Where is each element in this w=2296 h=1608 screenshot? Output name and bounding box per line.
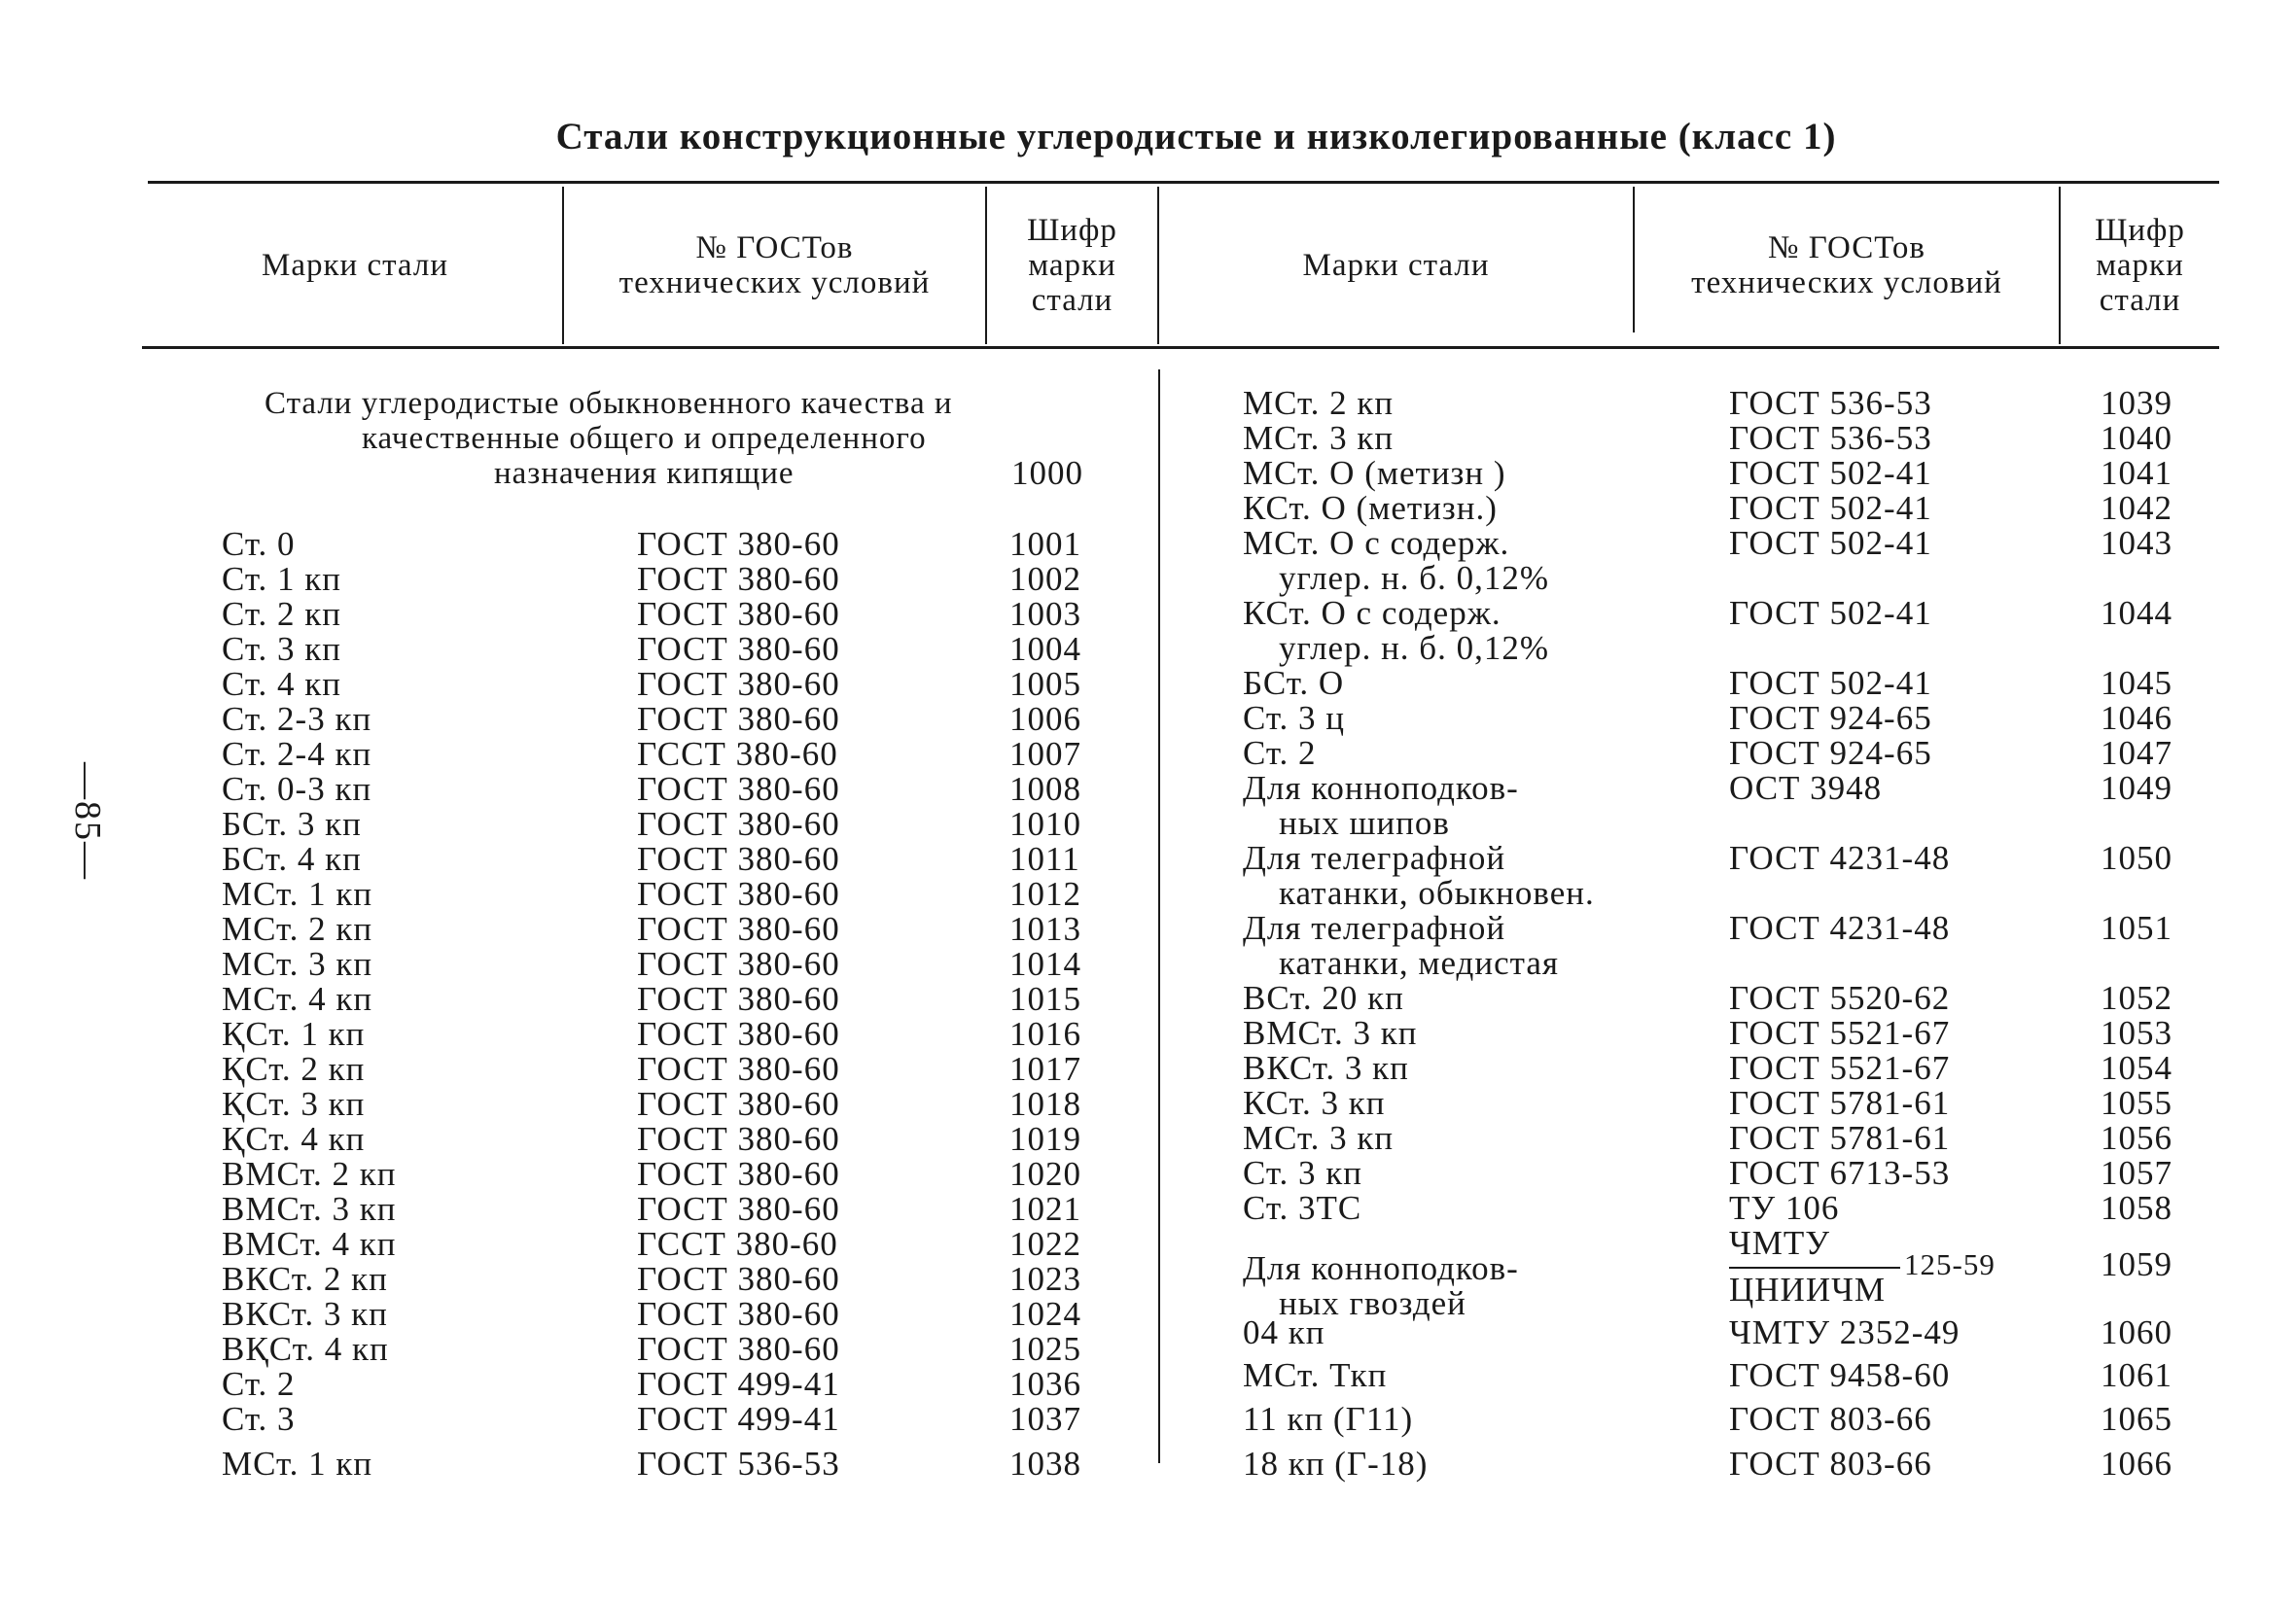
left-grade-cell: Ст. 0 — [222, 525, 296, 563]
right-code-cell: 1040 — [2101, 419, 2172, 457]
right-gost-cell: ГОСТ 502-41 — [1729, 594, 1932, 632]
right-gost-cell: ОСТ 3948 — [1729, 769, 1883, 807]
left-grade-cell: Ст. 4 кп — [222, 665, 342, 703]
left-gost-cell: ГОСТ 380-60 — [637, 1190, 840, 1228]
left-gost-cell: ГОСТ 380-60 — [637, 770, 840, 808]
left-gost-cell: ГОСТ 380-60 — [637, 875, 840, 913]
left-grade-cell: Ст. 2 кп — [222, 595, 342, 633]
left-grade-cell: Ст. 2 — [222, 1365, 296, 1403]
right-grade-cell-cont: углер. н. б. 0,12% — [1279, 629, 1550, 667]
left-grade-cell: ВМСт. 3 кп — [222, 1190, 397, 1228]
right-code-cell: 1045 — [2101, 664, 2172, 702]
right-gost-cell: ГОСТ 4231-48 — [1729, 839, 1951, 877]
left-grade-cell: Ст. 0-3 кп — [222, 770, 372, 808]
right-gost-cell: ГОСТ 5521-67 — [1729, 1014, 1951, 1052]
right-grade-cell: Ст. 3 кп — [1243, 1154, 1363, 1192]
left-gost-cell: ГОСТ 380-60 — [637, 1260, 840, 1298]
left-gost-cell: ГОСТ 380-60 — [637, 805, 840, 843]
left-code-cell: 1004 — [1009, 630, 1081, 668]
right-gost-cell: ГОСТ 924-65 — [1729, 699, 1932, 737]
right-code-cell: 1060 — [2101, 1313, 2172, 1351]
right-grade-cell: КСт. О (метизн.) — [1243, 489, 1498, 527]
header-right-gost: № ГОСТов технических условий — [1691, 230, 2002, 300]
right-grade-cell: КСт. О с содерж. — [1243, 594, 1501, 632]
right-grade-cell: ВКСт. 3 кп — [1243, 1049, 1409, 1087]
left-code-cell: 1019 — [1009, 1120, 1081, 1158]
left-grade-cell: Ст. 1 кп — [222, 560, 342, 598]
left-grade-cell: ҚСт. 3 кп — [222, 1085, 366, 1123]
header-left-grade: Марки стали — [262, 248, 448, 283]
group-heading-line-2: качественные общего и определенного — [362, 421, 927, 456]
left-code-cell: 1006 — [1009, 700, 1081, 738]
group-heading-line-3: назначения кипящие — [494, 456, 795, 491]
left-grade-cell: ВМСт. 4 кп — [222, 1225, 397, 1263]
left-grade-cell: МСт. 1 кп — [222, 875, 373, 913]
left-code-cell: 1022 — [1009, 1225, 1081, 1263]
left-grade-cell: Ст. 3 — [222, 1400, 296, 1438]
header-right-grade: Марки стали — [1302, 248, 1490, 283]
left-code-cell: 1016 — [1009, 1015, 1081, 1053]
right-grade-cell-cont: катанки, медистая — [1279, 944, 1559, 982]
right-gost-cell: ГОСТ 924-65 — [1729, 734, 1932, 772]
right-grade-cell: МСт. 3 кп — [1243, 419, 1395, 457]
left-code-cell: 1011 — [1009, 840, 1080, 878]
right-grade-cell: КСт. 3 кп — [1243, 1084, 1386, 1122]
right-gost-cell: ГОСТ 502-41 — [1729, 524, 1932, 562]
left-grade-cell: Ст. 2-3 кп — [222, 700, 372, 738]
left-code-cell: 1012 — [1009, 875, 1081, 913]
right-code-cell: 1055 — [2101, 1084, 2172, 1122]
left-grade-cell: ВМСт. 2 кп — [222, 1155, 397, 1193]
header-left-gost: № ГОСТов технических условий — [618, 230, 931, 300]
left-code-cell: 1017 — [1009, 1050, 1081, 1088]
right-grade-cell: БСт. О — [1243, 664, 1345, 702]
right-grade-cell: Для телеграфной — [1243, 909, 1506, 947]
left-grade-cell: МСт. 2 кп — [222, 910, 373, 948]
right-code-cell: 1049 — [2101, 769, 2172, 807]
right-gost-cell: ГОСТ 5781-61 — [1729, 1119, 1951, 1157]
left-gost-cell: ГОСТ 380-60 — [637, 1120, 840, 1158]
left-code-cell: 1037 — [1009, 1400, 1081, 1438]
header-right-code: Щифр марки стали — [2095, 213, 2185, 318]
right-grade-cell: Ст. 2 — [1243, 734, 1317, 772]
right-code-cell: 1044 — [2101, 594, 2172, 632]
group-heading-code: 1000 — [1011, 454, 1083, 492]
right-code-cell: 1043 — [2101, 524, 2172, 562]
left-grade-cell: МСт. 1 кп — [222, 1445, 373, 1483]
right-grade-cell: 11 кп (Г11) — [1243, 1400, 1414, 1438]
left-code-cell: 1018 — [1009, 1085, 1081, 1123]
left-grade-cell: МСт. 4 кп — [222, 980, 373, 1018]
left-gost-cell: ГОСТ 380-60 — [637, 1015, 840, 1053]
left-gost-cell: ГОСТ 536-53 — [637, 1445, 840, 1483]
right-code-cell: 1058 — [2101, 1189, 2172, 1227]
left-code-cell: 1021 — [1009, 1190, 1081, 1228]
right-gost-cell: ГОСТ 803-66 — [1729, 1445, 1932, 1483]
right-gost-cell: ГОСТ 803-66 — [1729, 1400, 1932, 1438]
right-code-cell: 1047 — [2101, 734, 2172, 772]
right-code-cell: 1059 — [2101, 1245, 2172, 1283]
header-left-code: Шифр марки стали — [1027, 213, 1117, 318]
right-grade-cell: МСт. О с содерж. — [1243, 524, 1510, 562]
left-gost-cell: ГОСТ 499-41 — [637, 1365, 840, 1403]
left-code-cell: 1007 — [1009, 735, 1081, 773]
left-gost-cell: ГССТ 380-60 — [637, 1225, 838, 1263]
left-code-cell: 1020 — [1009, 1155, 1081, 1193]
right-gost-cell: ГОСТ 6713-53 — [1729, 1154, 1951, 1192]
right-grade-cell-cont: ных гвоздей — [1279, 1284, 1466, 1322]
right-grade-cell: Для коннoподков- — [1243, 769, 1519, 807]
left-code-cell: 1001 — [1009, 525, 1081, 563]
left-code-cell: 1015 — [1009, 980, 1081, 1018]
right-grade-cell: Ст. 3 ц — [1243, 699, 1346, 737]
right-code-cell: 1051 — [2101, 909, 2172, 947]
left-gost-cell: ГОСТ 380-60 — [637, 910, 840, 948]
right-code-cell: 1041 — [2101, 454, 2172, 492]
left-gost-cell: ГОСТ 380-60 — [637, 700, 840, 738]
left-grade-cell: Ст. 3 кп — [222, 630, 342, 668]
left-gost-cell: ГОСТ 380-60 — [637, 1155, 840, 1193]
left-gost-cell: ГОСТ 380-60 — [637, 525, 840, 563]
page-number — [49, 758, 126, 885]
left-gost-cell: ГОСТ 380-60 — [637, 665, 840, 703]
right-code-cell: 1042 — [2101, 489, 2172, 527]
left-grade-cell: БСт. 4 кп — [222, 840, 362, 878]
left-code-cell: 1023 — [1009, 1260, 1081, 1298]
right-code-cell: 1052 — [2101, 979, 2172, 1017]
right-gost-cell: ГОСТ 536-53 — [1729, 384, 1932, 422]
page-number-text: —85— — [67, 762, 108, 881]
table-top-rule — [148, 181, 2219, 184]
right-gost-cell: ГОСТ 502-41 — [1729, 454, 1932, 492]
left-gost-cell: ГОСТ 499-41 — [637, 1400, 840, 1438]
right-grade-cell: ВСт. 20 кп — [1243, 979, 1404, 1017]
left-code-cell: 1013 — [1009, 910, 1081, 948]
right-code-cell: 1050 — [2101, 839, 2172, 877]
right-grade-cell: МСт. 3 кп — [1243, 1119, 1395, 1157]
right-gost-cell: ГОСТ 4231-48 — [1729, 909, 1951, 947]
right-code-cell: 1065 — [2101, 1400, 2172, 1438]
left-gost-cell: ГОСТ 380-60 — [637, 980, 840, 1018]
left-code-cell: 1002 — [1009, 560, 1081, 598]
right-grade-cell: Для телеграфной — [1243, 839, 1506, 877]
left-code-cell: 1010 — [1009, 805, 1081, 843]
right-gost-cell: ЧМТУ 2352-49 — [1729, 1313, 1960, 1351]
left-code-cell: 1005 — [1009, 665, 1081, 703]
page-title: Стали конструкционные углеродистые и низколегированные (класс 1) — [555, 116, 1837, 157]
right-gost-cell: ГОСТ 5781-61 — [1729, 1084, 1951, 1122]
right-grade-cell-cont: катанки, обыкновен. — [1279, 874, 1595, 912]
right-code-cell: 1054 — [2101, 1049, 2172, 1087]
left-gost-cell: ГОСТ 380-60 — [637, 1295, 840, 1333]
right-code-cell: 1039 — [2101, 384, 2172, 422]
right-code-cell: 1066 — [2101, 1445, 2172, 1483]
right-grade-cell: Для коннoподков- — [1243, 1249, 1519, 1287]
left-gost-cell: ГОСТ 380-60 — [637, 630, 840, 668]
table-header-rule — [142, 346, 2219, 349]
right-grade-cell: ВМСт. 3 кп — [1243, 1014, 1418, 1052]
right-grade-cell: МСт. О (метизн ) — [1243, 454, 1506, 492]
right-code-cell: 1061 — [2101, 1356, 2172, 1394]
right-code-cell: 1056 — [2101, 1119, 2172, 1157]
left-grade-cell: ВКСт. 2 кп — [222, 1260, 388, 1298]
right-code-cell: 1053 — [2101, 1014, 2172, 1052]
left-grade-cell: ҚСт. 1 кп — [222, 1015, 366, 1053]
left-grade-cell: МСт. 3 кп — [222, 945, 373, 983]
left-grade-cell: ҚСт. 4 кп — [222, 1120, 366, 1158]
left-gost-cell: ГССТ 380-60 — [637, 735, 838, 773]
left-code-cell: 1024 — [1009, 1295, 1081, 1333]
right-gost-cell: ГОСТ 5521-67 — [1729, 1049, 1951, 1087]
left-gost-cell: ГОСТ 380-60 — [637, 1085, 840, 1123]
gost-fraction-numerator: ЧМТУ — [1729, 1224, 1831, 1262]
right-grade-cell: 18 кп (Г-18) — [1243, 1445, 1429, 1483]
right-code-cell: 1057 — [2101, 1154, 2172, 1192]
right-gost-cell: ГОСТ 5520-62 — [1729, 979, 1951, 1017]
gost-fraction-bar — [1729, 1267, 1900, 1269]
group-heading-line-1: Стали углеродистые обыкновенного качества и — [265, 386, 953, 421]
left-grade-cell: БСт. 3 кп — [222, 805, 362, 843]
left-grade-cell: ҚСт. 2 кп — [222, 1050, 366, 1088]
gost-fraction-denominator: ЦНИИЧМ — [1729, 1271, 1886, 1309]
right-grade-cell: Ст. 3ТС — [1243, 1189, 1362, 1227]
left-grade-cell: ВҚСт. 4 кп — [222, 1330, 389, 1368]
right-gost-cell: ТУ 106 — [1729, 1189, 1840, 1227]
left-code-cell: 1038 — [1009, 1445, 1081, 1483]
left-code-cell: 1014 — [1009, 945, 1081, 983]
left-code-cell: 1025 — [1009, 1330, 1081, 1368]
body-center-divider — [1158, 369, 1160, 1463]
left-grade-cell: ВКСт. 3 кп — [222, 1295, 388, 1333]
left-gost-cell: ГОСТ 380-60 — [637, 945, 840, 983]
gost-fraction-suffix: 125-59 — [1904, 1247, 1996, 1281]
left-gost-cell: ГОСТ 380-60 — [637, 1050, 840, 1088]
right-code-cell: 1046 — [2101, 699, 2172, 737]
right-gost-cell: ГОСТ 536-53 — [1729, 419, 1932, 457]
left-code-cell: 1008 — [1009, 770, 1081, 808]
left-gost-cell: ГОСТ 380-60 — [637, 560, 840, 598]
left-gost-cell: ГОСТ 380-60 — [637, 595, 840, 633]
right-grade-cell: МСт. Ткп — [1243, 1356, 1388, 1394]
right-gost-cell: ГОСТ 502-41 — [1729, 489, 1932, 527]
right-grade-cell-cont: ных шипов — [1279, 804, 1450, 842]
left-gost-cell: ГОСТ 380-60 — [637, 840, 840, 878]
left-code-cell: 1036 — [1009, 1365, 1081, 1403]
right-gost-cell: ГОСТ 9458-60 — [1729, 1356, 1951, 1394]
left-gost-cell: ГОСТ 380-60 — [637, 1330, 840, 1368]
left-code-cell: 1003 — [1009, 595, 1081, 633]
right-grade-cell: МСт. 2 кп — [1243, 384, 1395, 422]
right-gost-cell: ГОСТ 502-41 — [1729, 664, 1932, 702]
right-grade-cell-cont: углер. н. б. 0,12% — [1279, 559, 1550, 597]
left-grade-cell: Ст. 2-4 кп — [222, 735, 372, 773]
right-grade-cell: 04 кп — [1243, 1313, 1325, 1351]
